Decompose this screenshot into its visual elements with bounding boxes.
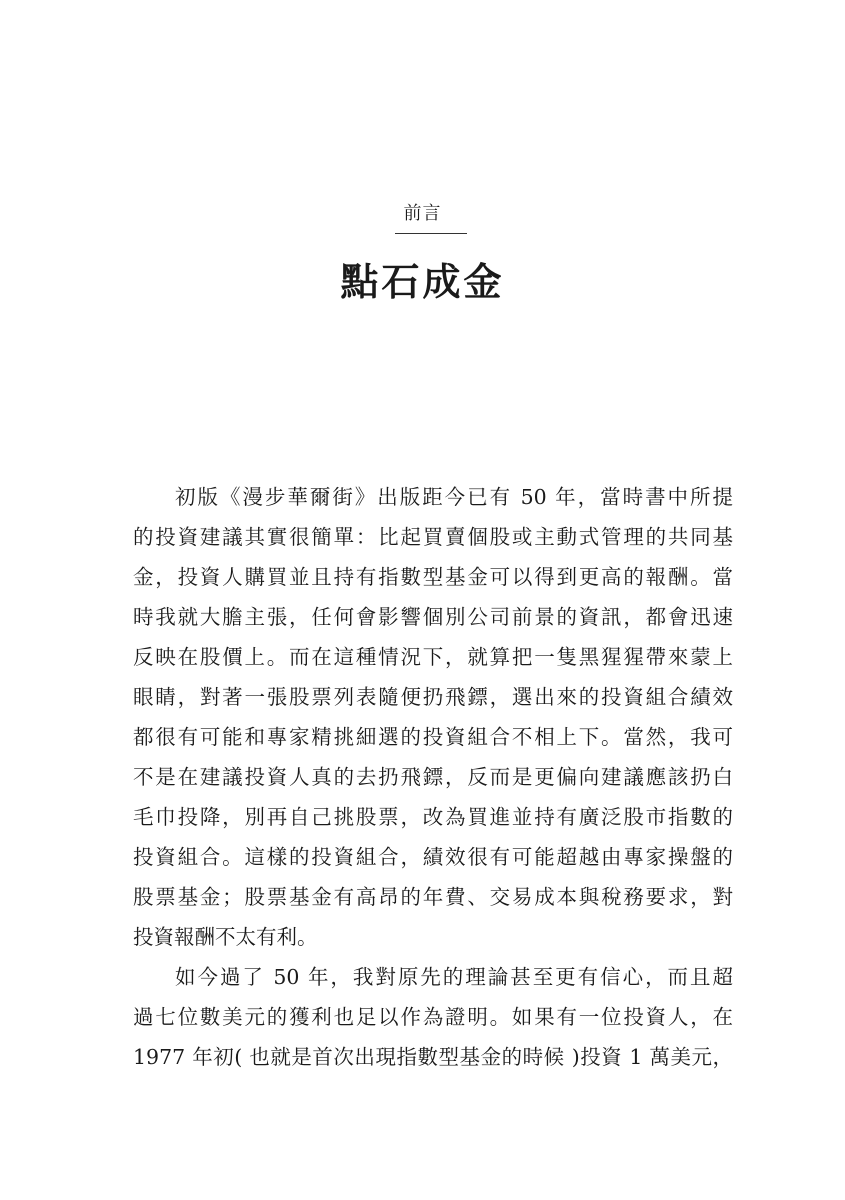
text-line: 時我就大膽主張，任何會影響個別公司前景的資訊，都會迅速 <box>133 605 733 629</box>
chapter-divider <box>395 233 467 234</box>
text-line: 過七位數美元的獲利也足以作為證明。如果有一位投資人，在 <box>133 1005 733 1029</box>
text-line: 投資組合。這樣的投資組合，績效很有可能超越由專家操盤的 <box>133 845 733 869</box>
body-text <box>133 477 733 1077</box>
chapter-label: 前言 <box>403 203 442 224</box>
chapter-title: 點石成金 <box>340 260 505 304</box>
text-line: 金，投資人購買並且持有指數型基金可以得到更高的報酬。當 <box>133 565 733 589</box>
text-line: 不是在建議投資人真的去扔飛鏢，反而是更偏向建議應該扔白 <box>133 765 733 789</box>
text-line: 的投資建議其實很簡單：比起買賣個股或主動式管理的共同基 <box>133 525 733 549</box>
paragraph-2 <box>133 957 733 1077</box>
text-line: 眼睛，對著一張股票列表隨便扔飛鏢，選出來的投資組合績效 <box>133 685 733 709</box>
text-line: 初版《漫步華爾街》出版距今已有 50 年，當時書中所提 <box>175 485 733 509</box>
text-line: 1977 年初( 也就是首次出現指數型基金的時候 )投資 1 萬美元， <box>133 1045 733 1069</box>
text-line: 都很有可能和專家精挑細選的投資組合不相上下。當然，我可 <box>133 725 733 749</box>
text-line: 毛巾投降，別再自己挑股票，改為買進並持有廣泛股市指數的 <box>133 805 733 829</box>
text-line: 反映在股價上。而在這種情況下，就算把一隻黑猩猩帶來蒙上 <box>133 645 733 669</box>
paragraph-1 <box>133 477 733 957</box>
text-line: 股票基金；股票基金有高昂的年費、交易成本與稅務要求，對 <box>133 885 733 909</box>
text-line: 如今過了 50 年，我對原先的理論甚至更有信心，而且超 <box>175 965 733 989</box>
text-line: 投資報酬不太有利。 <box>133 925 318 949</box>
